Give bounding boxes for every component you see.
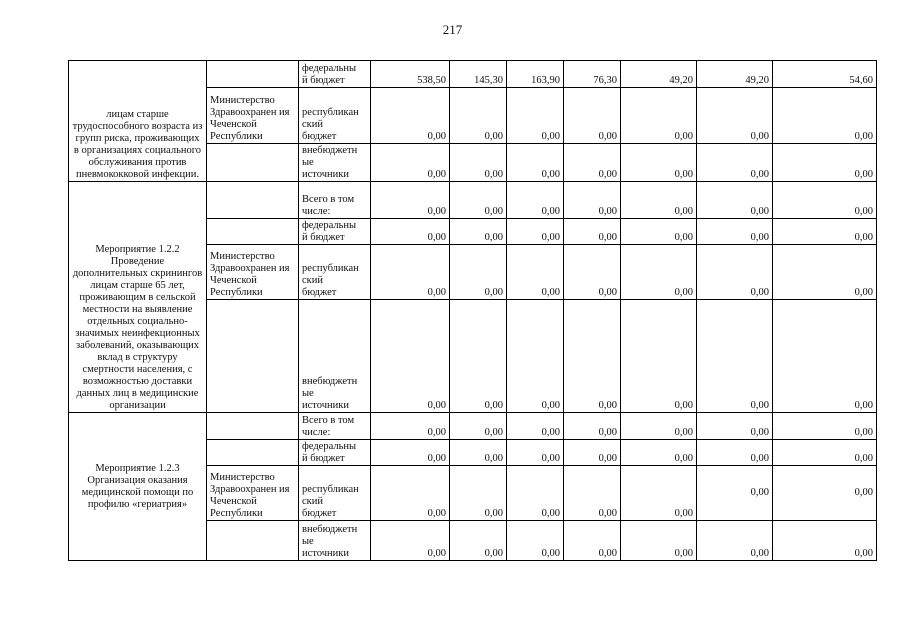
value-cell: 0,00 <box>564 440 621 466</box>
funding-source: республикан ский бюджет <box>299 466 371 521</box>
value-cell: 0,00 <box>773 144 877 182</box>
executor-cell: Министерство Здравоохранен ия Чеченской Республики <box>207 88 299 144</box>
executor-cell <box>207 61 299 88</box>
value-cell: 0,00 <box>507 300 564 413</box>
value-cell: 0,00 <box>507 413 564 440</box>
value-cell: 0,00 <box>371 144 450 182</box>
funding-source: федеральны й бюджет <box>299 219 371 245</box>
funding-source: федеральны й бюджет <box>299 61 371 88</box>
value-cell: 0,00 <box>450 88 507 144</box>
value-cell: 0,00 <box>564 219 621 245</box>
measure-title: лицам старше трудоспособного возраста из групп риска, проживающих в организациях социального обслуживания против пневмококковой инфекции. <box>69 61 207 182</box>
executor-cell <box>207 144 299 182</box>
funding-source: внебюджетн ые источники <box>299 300 371 413</box>
value-cell: 0,00 <box>371 413 450 440</box>
value-cell: 0,00 <box>621 182 697 219</box>
funding-source: внебюджетн ые источники <box>299 144 371 182</box>
value-cell: 0,00 <box>564 144 621 182</box>
value-cell: 145,30 <box>450 61 507 88</box>
value-cell: 0,00 <box>450 245 507 300</box>
value-cell: 49,20 <box>697 61 773 88</box>
value-cell: 0,00 <box>371 521 450 561</box>
value-cell: 0,00 <box>773 219 877 245</box>
value-cell: 0,00 <box>507 440 564 466</box>
value-cell: 0,00 <box>621 440 697 466</box>
executor-cell: Министерство Здравоохранен ия Чеченской Республики <box>207 245 299 300</box>
value-cell: 0,00 <box>697 144 773 182</box>
value-cell: 0,00 <box>507 182 564 219</box>
value-cell: 0,00 <box>621 521 697 561</box>
value-cell: 0,00 <box>773 521 877 561</box>
executor-cell <box>207 413 299 440</box>
value-cell: 163,90 <box>507 61 564 88</box>
value-cell: 0,00 <box>621 219 697 245</box>
measure-title: Мероприятие 1.2.2 Проведение дополнительных скринингов лицам старше 65 лет, проживающим в сельской местности на выявление отдельных социально-значимых неинфекционных заболеваний, оказывающих вклад в структуру смертности населения, с возможностью доставки данных лиц в медицинские организации <box>69 182 207 413</box>
value-cell: 0,00 <box>564 245 621 300</box>
value-cell: 0,00 <box>450 466 507 521</box>
value-cell: 0,00 <box>697 245 773 300</box>
value-cell: 0,00 <box>621 413 697 440</box>
value-cell: 0,00 <box>773 440 877 466</box>
funding-source: республикан ский бюджет <box>299 245 371 300</box>
value-cell: 0,00 <box>507 466 564 521</box>
value-cell: 0,00 <box>697 300 773 413</box>
value-cell: 0,00 <box>564 521 621 561</box>
value-cell: 0,00 <box>371 300 450 413</box>
value-cell: 0,00 <box>564 466 621 521</box>
value-cell: 0,00 <box>564 88 621 144</box>
executor-cell: Министерство Здравоохранен ия Чеченской Республики <box>207 466 299 521</box>
value-cell: 0,00 <box>621 144 697 182</box>
value-cell: 0,00 <box>697 88 773 144</box>
value-cell: 0,00 <box>773 245 877 300</box>
value-cell: 0,00 <box>773 88 877 144</box>
funding-source: Всего в том числе: <box>299 413 371 440</box>
value-cell: 0,00 <box>507 521 564 561</box>
measure-title: Мероприятие 1.2.3 Организация оказания медицинской помощи по профилю «гериатрия» <box>69 413 207 561</box>
funding-source: Всего в том числе: <box>299 182 371 219</box>
value-cell: 0,00 <box>371 219 450 245</box>
funding-source: федеральны й бюджет <box>299 440 371 466</box>
value-cell: 0,00 <box>564 300 621 413</box>
value-cell: 0,00 <box>621 245 697 300</box>
value-cell: 0,00 <box>621 466 697 521</box>
value-cell: 0,00 <box>773 466 877 521</box>
value-cell: 0,00 <box>450 144 507 182</box>
value-cell: 0,00 <box>697 440 773 466</box>
value-cell: 0,00 <box>697 182 773 219</box>
table-row <box>69 413 877 440</box>
funding-source: республикан ский бюджет <box>299 88 371 144</box>
value-cell: 0,00 <box>773 413 877 440</box>
value-cell: 0,00 <box>697 413 773 440</box>
value-cell: 0,00 <box>564 413 621 440</box>
value-cell: 0,00 <box>371 466 450 521</box>
table-row <box>69 61 877 88</box>
value-cell: 0,00 <box>507 245 564 300</box>
value-cell: 54,60 <box>773 61 877 88</box>
value-cell: 0,00 <box>564 182 621 219</box>
value-cell: 0,00 <box>697 521 773 561</box>
value-cell: 0,00 <box>697 219 773 245</box>
executor-cell <box>207 440 299 466</box>
value-cell: 0,00 <box>371 440 450 466</box>
value-cell: 538,50 <box>371 61 450 88</box>
executor-cell <box>207 300 299 413</box>
value-cell: 0,00 <box>450 413 507 440</box>
budget-table <box>68 60 877 561</box>
executor-cell <box>207 182 299 219</box>
value-cell: 0,00 <box>371 245 450 300</box>
value-cell: 0,00 <box>773 300 877 413</box>
value-cell: 49,20 <box>621 61 697 88</box>
value-cell: 0,00 <box>450 219 507 245</box>
value-cell: 0,00 <box>450 521 507 561</box>
table-row <box>69 182 877 219</box>
executor-cell <box>207 521 299 561</box>
executor-cell <box>207 219 299 245</box>
value-cell: 0,00 <box>507 219 564 245</box>
value-cell: 0,00 <box>450 300 507 413</box>
value-cell: 0,00 <box>450 182 507 219</box>
page-number: 217 <box>442 22 463 37</box>
value-cell: 0,00 <box>450 440 507 466</box>
value-cell: 0,00 <box>371 182 450 219</box>
value-cell: 0,00 <box>697 466 773 521</box>
funding-source: внебюджетн ые источники <box>299 521 371 561</box>
value-cell: 0,00 <box>773 182 877 219</box>
value-cell: 0,00 <box>507 88 564 144</box>
value-cell: 76,30 <box>564 61 621 88</box>
value-cell: 0,00 <box>621 88 697 144</box>
value-cell: 0,00 <box>621 300 697 413</box>
value-cell: 0,00 <box>371 88 450 144</box>
value-cell: 0,00 <box>507 144 564 182</box>
